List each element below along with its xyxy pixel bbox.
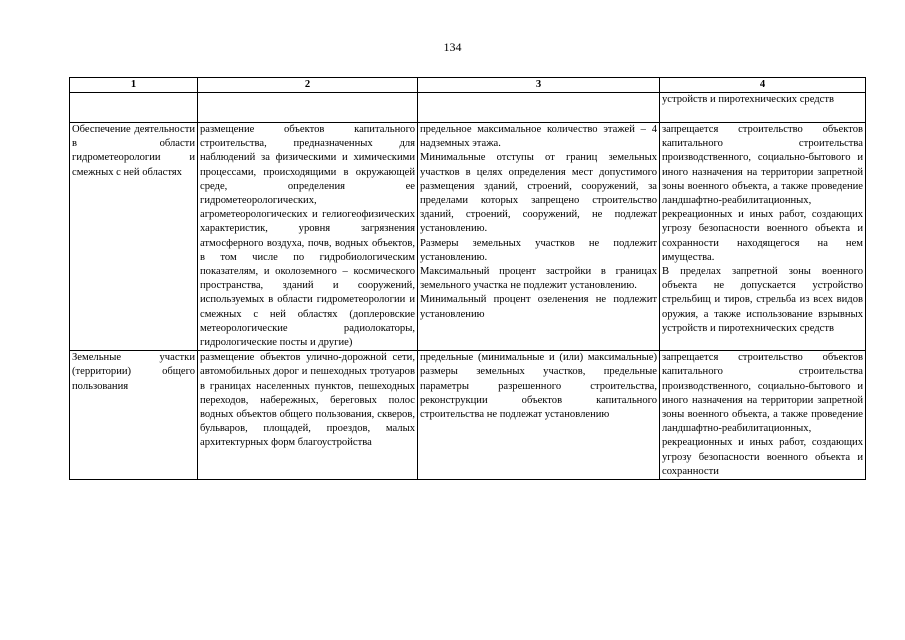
parameter-paragraph: Размеры земельных участков не подлежит установлению. bbox=[420, 237, 657, 263]
cell-description bbox=[198, 351, 418, 480]
description-paragraph: размещение объектов улично-дорожной сети, автомобильных дорог и пешеходных тротуаров в границах населенных пунктов, пешеходных переходов, набережных, береговых полос водных объектов общего пользования, скверов, бульваров, площадей, проездов, малых архитектурных форм благоустройства bbox=[200, 352, 415, 449]
restriction-paragraph: рекреационных и иных работ, создающих угрозу безопасности военного объекта и сохранности находящегося на нем имущества. bbox=[662, 209, 863, 263]
cell-land-use-type: Обеспечение деятельности в области гидрометеорологии и смежных с ней областях bbox=[70, 123, 198, 351]
column-header-1: 1 bbox=[70, 78, 198, 93]
column-header-4: 4 bbox=[660, 78, 866, 93]
column-header-2: 2 bbox=[198, 78, 418, 93]
table-row bbox=[70, 351, 866, 480]
cell-parameters bbox=[418, 123, 660, 351]
parameter-paragraph: Минимальные отступы от границ земельных участков в целях определения мест допустимого размещения зданий, строений, сооружений, за пределами которых запрещено строительство зданий, строений, сооружений, не подлежат установлению. bbox=[420, 152, 657, 235]
parameter-paragraph: Максимальный процент застройки в границах земельного участка не подлежит установлению. bbox=[420, 266, 657, 292]
cell-parameters bbox=[418, 93, 660, 123]
cell-restrictions bbox=[660, 93, 866, 123]
table-row bbox=[70, 93, 866, 123]
column-header-3: 3 bbox=[418, 78, 660, 93]
restriction-paragraph: устройств и пиротехнических средств bbox=[662, 94, 834, 105]
restriction-paragraph: В пределах запретной зоны военного объекта не допускается устройство стрельбищ и тиров, стрельба из всех видов оружия, а также использование взрывных устройств и пиротехнических средств bbox=[662, 266, 863, 334]
description-paragraph: размещение объектов капитального строительства, предназначенных для наблюдений за физическими и химическими процессами, происходящими в окружающей среде, определения ее гидрометеорологических, агрометеорологических и гелиогеофизических характеристик, уровня загрязнения атмосферного воздуха, почв, водных объектов, в том числе по гидробиологическим показателям, и околоземного – космического пространства, зданий и сооружений, используемых в области гидрометеорологии и смежных с ней областях (доплеровские метеорологические радиолокаторы, гидрологические посты и другие) bbox=[200, 124, 415, 349]
cell-land-use-type: Земельные участки (территории) общего пользования bbox=[70, 351, 198, 480]
cell-land-use-type bbox=[70, 93, 198, 123]
parameter-paragraph: Минимальный процент озеленения не подлежит установлению bbox=[420, 294, 657, 320]
cell-restrictions bbox=[660, 123, 866, 351]
cell-parameters bbox=[418, 351, 660, 480]
restriction-paragraph: рекреационных и иных работ, создающих угрозу безопасности военного объекта и сохранности bbox=[662, 437, 863, 477]
cell-description bbox=[198, 123, 418, 351]
cell-restrictions bbox=[660, 351, 866, 480]
parameter-paragraph: предельное максимальное количество этажей – 4 надземных этажа. bbox=[420, 124, 657, 150]
cell-description bbox=[198, 93, 418, 123]
parameter-paragraph: предельные (минимальные и (или) максимальные) размеры земельных участков, предельные параметры разрешенного строительства, реконструкции объектов капитального строительства не подлежат установлению bbox=[420, 352, 657, 421]
restriction-paragraph: запрещается строительство объектов капитального строительства производственного, социально-бытового и иного назначения на территории запретной зоны военного объекта, а также проведение ландшафтно-реабилитационных, bbox=[662, 352, 863, 435]
table-header-row bbox=[70, 78, 866, 93]
page-number: 134 bbox=[443, 40, 462, 54]
restriction-paragraph: запрещается строительство объектов капитального строительства производственного, социально-бытового и иного назначения на территории запретной зоны военного объекта, а также проведение ландшафтно-реабилитационных, bbox=[662, 124, 863, 207]
table-row bbox=[70, 123, 866, 351]
document-table bbox=[69, 77, 866, 480]
